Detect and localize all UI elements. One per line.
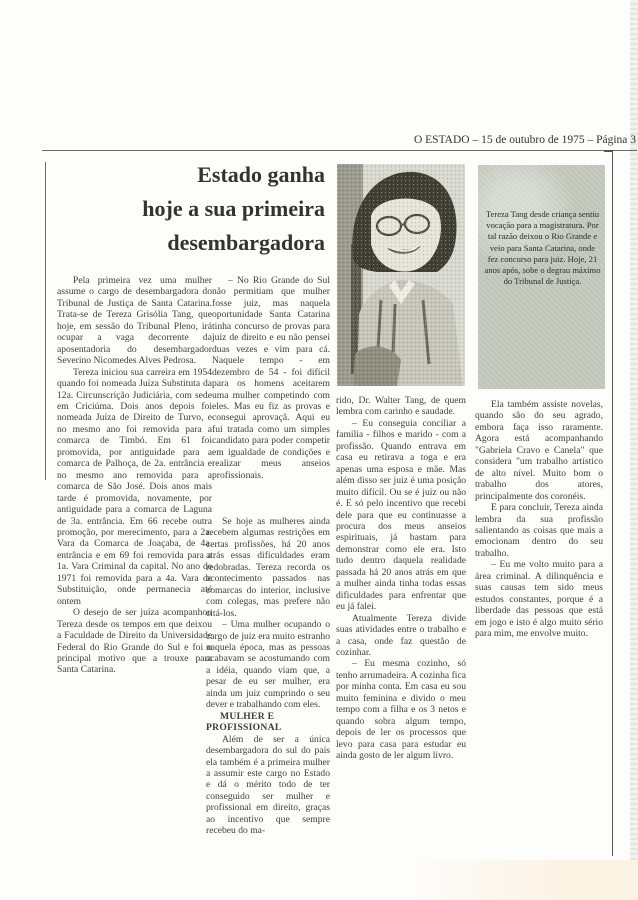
article-paragraph: O desejo de ser juíza acompanhou Tereza desde os tempos em que deixou a Faculdade de Direito da Universidade Federal do Rio Grande do Sul e foi o principal motivo que a trouxe para Santa Catarina. — [57, 607, 212, 676]
article-column-2-continued — [206, 516, 330, 837]
page-header-masthead: O ESTADO – 15 de outubro de 1975 – Página 3 — [413, 134, 636, 146]
headline-line-2: hoje a sua primeira — [142, 196, 325, 221]
right-border-rule — [612, 152, 613, 856]
article-subheading: MULHER E PROFISSIONAL — [206, 710, 282, 734]
portrait-photo — [337, 164, 465, 386]
article-paragraph: Se hoje as mulheres ainda recebem algumas restrições em certas profissões, há 20 anos atrás essas dificuldades eram redobradas. Tereza recorda os acontecimento passados nas comarcas do interior, inclusive com colegas, mas prefere não citá-los. — [206, 516, 330, 619]
article-paragraph: Pela primeira vez uma mulher assume o cargo de desembargadora do Tribunal de Justiça de Santa Catarina. Trata-se de Tereza Grisólia Tang, que hoje, em sessão do Tribunal Pleno, irá ocupar a vaga decorrente da aposentadoria do desembargador Severino Nicomedes Alves Pedrosa. — [57, 275, 212, 367]
photo-caption-box — [478, 165, 605, 389]
photo-caption-text: Tereza Tang desde criança sentiu vocação para a magistratura. Por tal razão deixou o Rio Grande e veio para Santa Catarina, onde fez concurso para juiz. Hoje, 21 anos após, sobe o degrau máximo do Tribunal de Justiça. — [484, 209, 601, 287]
article-column-1 — [57, 275, 212, 676]
article-column-3 — [336, 395, 466, 762]
paper-stain — [408, 860, 638, 900]
article-paragraph: – No Rio Grande do Sul não permitiam que mulher fosse juiz, mas naquela oportunidade Santa Catarina tinha concurso de provas para juiz de direito e eu não pensei duas vezes e vim para cá. Naquele tempo - em dezembro de 54 - foi difícil para os homens aceitarem uma mulher competindo com eles. Mas eu fiz as provas e consegui aprovaçã. Aqui eu fui tratada como um simples candidato para poder competir em igualdade de condições e realizar meus anseios profissionais. — [212, 275, 330, 481]
article-paragraph: rido, Dr. Walter Tang, de quem lembra com carinho e saudade. — [336, 395, 466, 418]
article-column-4 — [475, 399, 603, 640]
photo-grain — [337, 164, 465, 386]
article-paragraph: Além de ser a única desembargadora do sul do país ela também é a primeira mulher a assumir este cargo no Estado e dá o mérito todo de ter conseguido ser mulher e profissional em direito, graças ao incentivo que sempre recebeu do ma- — [206, 733, 330, 837]
article-paragraph: – Uma mulher ocupando o cargo de juiz era muito estranho naquela época, mas as pessoas acabavam se acostumando com a idéia, quando viam que, a pesar de eu ser mulher, era ainda um juiz cumprindo o seu dever e trabalhando com eles. — [206, 619, 330, 711]
article-paragraph: – Eu conseguia conciliar a família - filhos e marido - com a profissão. Quando entrava em casa eu retirava a toga e era apenas uma esposa e mãe. Mas além disso ser juiz é uma posição muito difícil. Ou se é juiz ou não é. E só pelo incentivo que recebi dele para que eu continuasse a procura dos meus anseios espirituais, já bastam para demonstrar como ele era. Isto tudo dentro daquela realidade passada há 20 anos atrás em que a mulher ainda tinha todas essas dificuldades para enfrentar que eu já falei. — [336, 417, 466, 613]
left-border-rule — [45, 162, 46, 480]
article-paragraph: E para concluir, Tereza ainda lembra da sua profissão salientando as coisas que mais a emocionam dentro do seu trabalho. — [475, 502, 603, 559]
headline-line-3: desembargadora — [167, 230, 325, 255]
article-paragraph: Tereza iniciou sua carreira em 1954 quando foi nomeada Juíza Substituta da 12a. Circunscrição Judiciária, com sede em Criciúma. Dois anos depois foi nomeada Juíza de Direito de Turvo, e no mesmo ano foi removida para a comarca de Timbó. Em 61 foi promovida, por antiguidade para a comarca de Palhoça, de 2a. entrância e no mesmo ano removida para a comarca de São José. Dois anos mais tarde é promovida, novamente, por antiguidade para a comarca de Laguna de 3a. entrância. Em 66 recebe outra promoção, por merecimento, para a 2a. Vara da Comarca de Joaçaba, de 4a. entrância e em 69 foi removida para a 1a. Vara Criminal da capital. No ano de 1971 foi removida para a 4a. Vara de Substituição, onde permanecia até ontem — [57, 366, 212, 607]
article-column-2 — [212, 275, 330, 481]
article-paragraph: – Eu mesma cozinho, só tenho arrumadeira. A cozinha fica por minha conta. Em casa eu sou muito feminina e divido o meu tempo com a filha e os 3 netos e quando sobra algum tempo, depois de ler os processos que levo para casa para estudar eu ainda gosto de ler algum livro. — [336, 658, 466, 762]
headline — [100, 158, 325, 260]
headline-line-1: Estado ganha — [197, 162, 325, 187]
article-paragraph: Ela também assiste novelas, quando são do seu agrado, embora faça isso raramente. Agora está acompanhando "Gabriela Cravo e Canela" que considera "um trabalho artístico de alto nível. Muito bom o trabalho dos atores, principalmente dos coronéis. — [475, 399, 603, 502]
article-paragraph: – Eu me volto muito para a área criminal. A dilinquência e suas causas tem sido meus estudos constantes, porque é a liberdade das pessoas que está em jogo e isto é algo muito sério para mim, me envolve muito. — [475, 559, 603, 640]
portrait-photo-illustration — [337, 164, 465, 386]
article-paragraph: Atualmente Tereza divide suas atividades entre o trabalho e a casa, onde faz questão de cozinhar. — [336, 612, 466, 658]
header-rule — [42, 150, 637, 151]
